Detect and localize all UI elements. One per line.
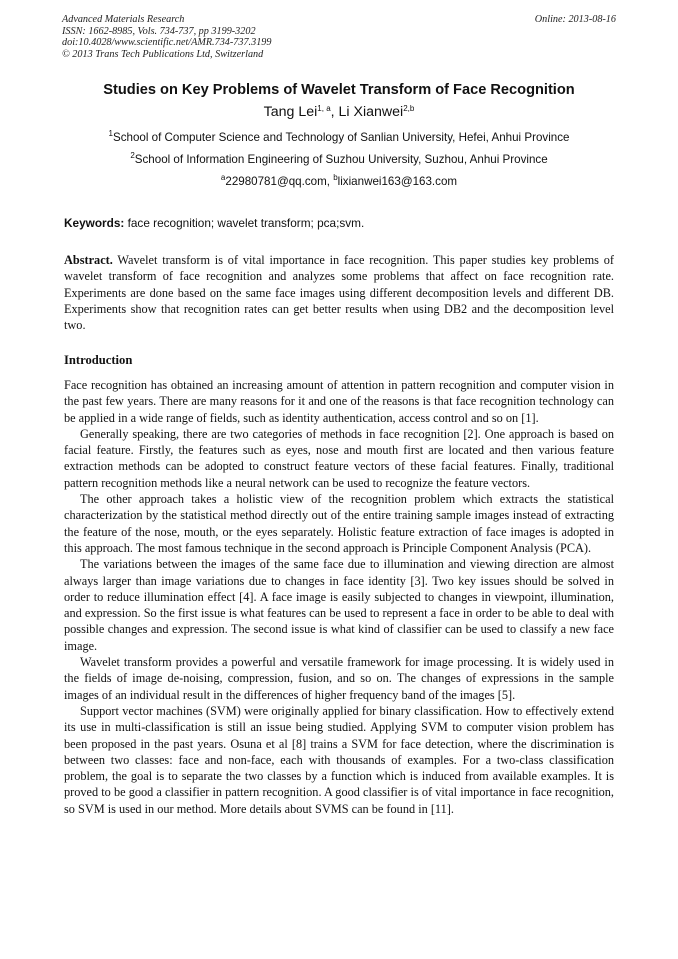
copyright-line: © 2013 Trans Tech Publications Ltd, Switzerland xyxy=(62,48,264,60)
intro-paragraph: The other approach takes a holistic view of the recognition problem which extracts the statistical characterization by the statistical method directly out of the entire training sample images instead of extracting the feature of the nose, mouth, or the eyes separately. Holistic feature extraction of face images is adopted in this approach. The most famous technique in the second approach is Principle Component Analysis (PCA). xyxy=(64,492,614,555)
author-2: Li Xianwei xyxy=(338,104,404,120)
journal-header xyxy=(62,14,616,60)
email-1-marker: a xyxy=(220,173,226,182)
keywords-label: Keywords: xyxy=(64,216,125,230)
online-date: Online: 2013-08-16 xyxy=(534,14,616,25)
author-2-marker: 2,b xyxy=(403,104,415,113)
author-separator: , xyxy=(330,104,339,120)
affiliation-2-text: School of Information Engineering of Suzhou University, Suzhou, Anhui Province xyxy=(134,153,548,166)
email-2-marker: b xyxy=(333,173,338,182)
intro-paragraph: Wavelet transform provides a powerful and versatile framework for image processing. It is widely used in the fields of image de-noising, compression, fusion, and so on. The changes of expressions in the sample images of an individual result in the differences of higher frequency band of the images [5]. xyxy=(64,655,614,702)
affiliation-1-text: School of Computer Science and Technology of Sanlian University, Hefei, Anhui Province xyxy=(112,131,570,144)
intro-paragraph: Face recognition has obtained an increasing amount of attention in pattern recognition and computer vision in the past few years. There are many reasons for it and one of the reasons is that face recognition technology can be applied in a wide range of fields, such as identity authentication, access control and so on [1]. xyxy=(64,378,614,425)
intro-paragraph: The variations between the images of the same face due to illumination and viewing direction are almost always larger than image variations due to changes in face identity [3]. Two key issues should be solved in order to reduce illumination effect [4]. A face image is easily subjected to changes in viewpoint, illumination, and expression. So the first issue is what features can be used to represent a face in order to be able to deal with possible changes and expression. The second issue is what kind of classifier can be used to classify a new face image. xyxy=(64,557,614,653)
email-1: 22980781@qq.com, xyxy=(225,175,334,188)
affiliation-1 xyxy=(0,131,678,144)
abstract-label: Abstract. xyxy=(64,253,113,267)
introduction-body xyxy=(64,377,614,817)
email-2: lixianwei163@163.com xyxy=(337,175,458,188)
affiliation-2 xyxy=(0,153,678,166)
keywords-text: face recognition; wavelet transform; pca;svm. xyxy=(124,216,365,230)
abstract xyxy=(64,252,614,333)
abstract-text: Wavelet transform is of vital importance in face recognition. This paper studies key problems of wavelet transform of face recognition and analyzes some problems that affect on face recognition rate. Experiments are done based on the same face images using different decomposition levels and different DB. Experiments show that recognition rates can get better results when using DB2 and the decomposition level two. xyxy=(64,253,614,333)
author-1-marker: 1, a xyxy=(317,104,331,113)
affiliation-1-marker: 1 xyxy=(108,129,113,138)
paper-title: Studies on Key Problems of Wavelet Transform of Face Recognition xyxy=(103,82,575,98)
intro-paragraph: Generally speaking, there are two categories of methods in face recognition [2]. One approach is based on facial feature. Firstly, the features such as eyes, nose and mouth first are located and then various feature extraction methods can be adopted to construct feature vectors of these facial features. Finally, traditional pattern recognition methods like a neural network can be used to recognize the feature vectors. xyxy=(64,426,614,490)
introduction-heading: Introduction xyxy=(64,353,133,367)
issn-line: ISSN: 1662-8985, Vols. 734-737, pp 3199-3202 xyxy=(62,25,256,37)
email-line xyxy=(0,175,678,188)
affiliation-2-marker: 2 xyxy=(130,151,135,160)
doi-line: doi:10.4028/www.scientific.net/AMR.734-737.3199 xyxy=(62,37,272,49)
keywords xyxy=(64,216,614,230)
intro-paragraph: Support vector machines (SVM) were originally applied for binary classification. How to effectively extend its use in multi-classification is still an issue being studied. Applying SVM to computer vision problem has been proposed in the past years. Osuna et al [8] trains a SVM for face detection, where the discrimination is between two classes: face and non-face, each with thousands of examples. For a two-class classification problem, the goal is to separate the two classes by a function which is induced from available examples. It is proved to be good a classifier in pattern recognition. A good classifier is of vital importance in face recognition, so SVM is used in our method. More details about SVMS can be found in [11]. xyxy=(64,703,614,816)
journal-name: Advanced Materials Research xyxy=(62,14,185,25)
author-1: Tang Lei xyxy=(263,104,318,120)
author-line xyxy=(0,104,678,120)
